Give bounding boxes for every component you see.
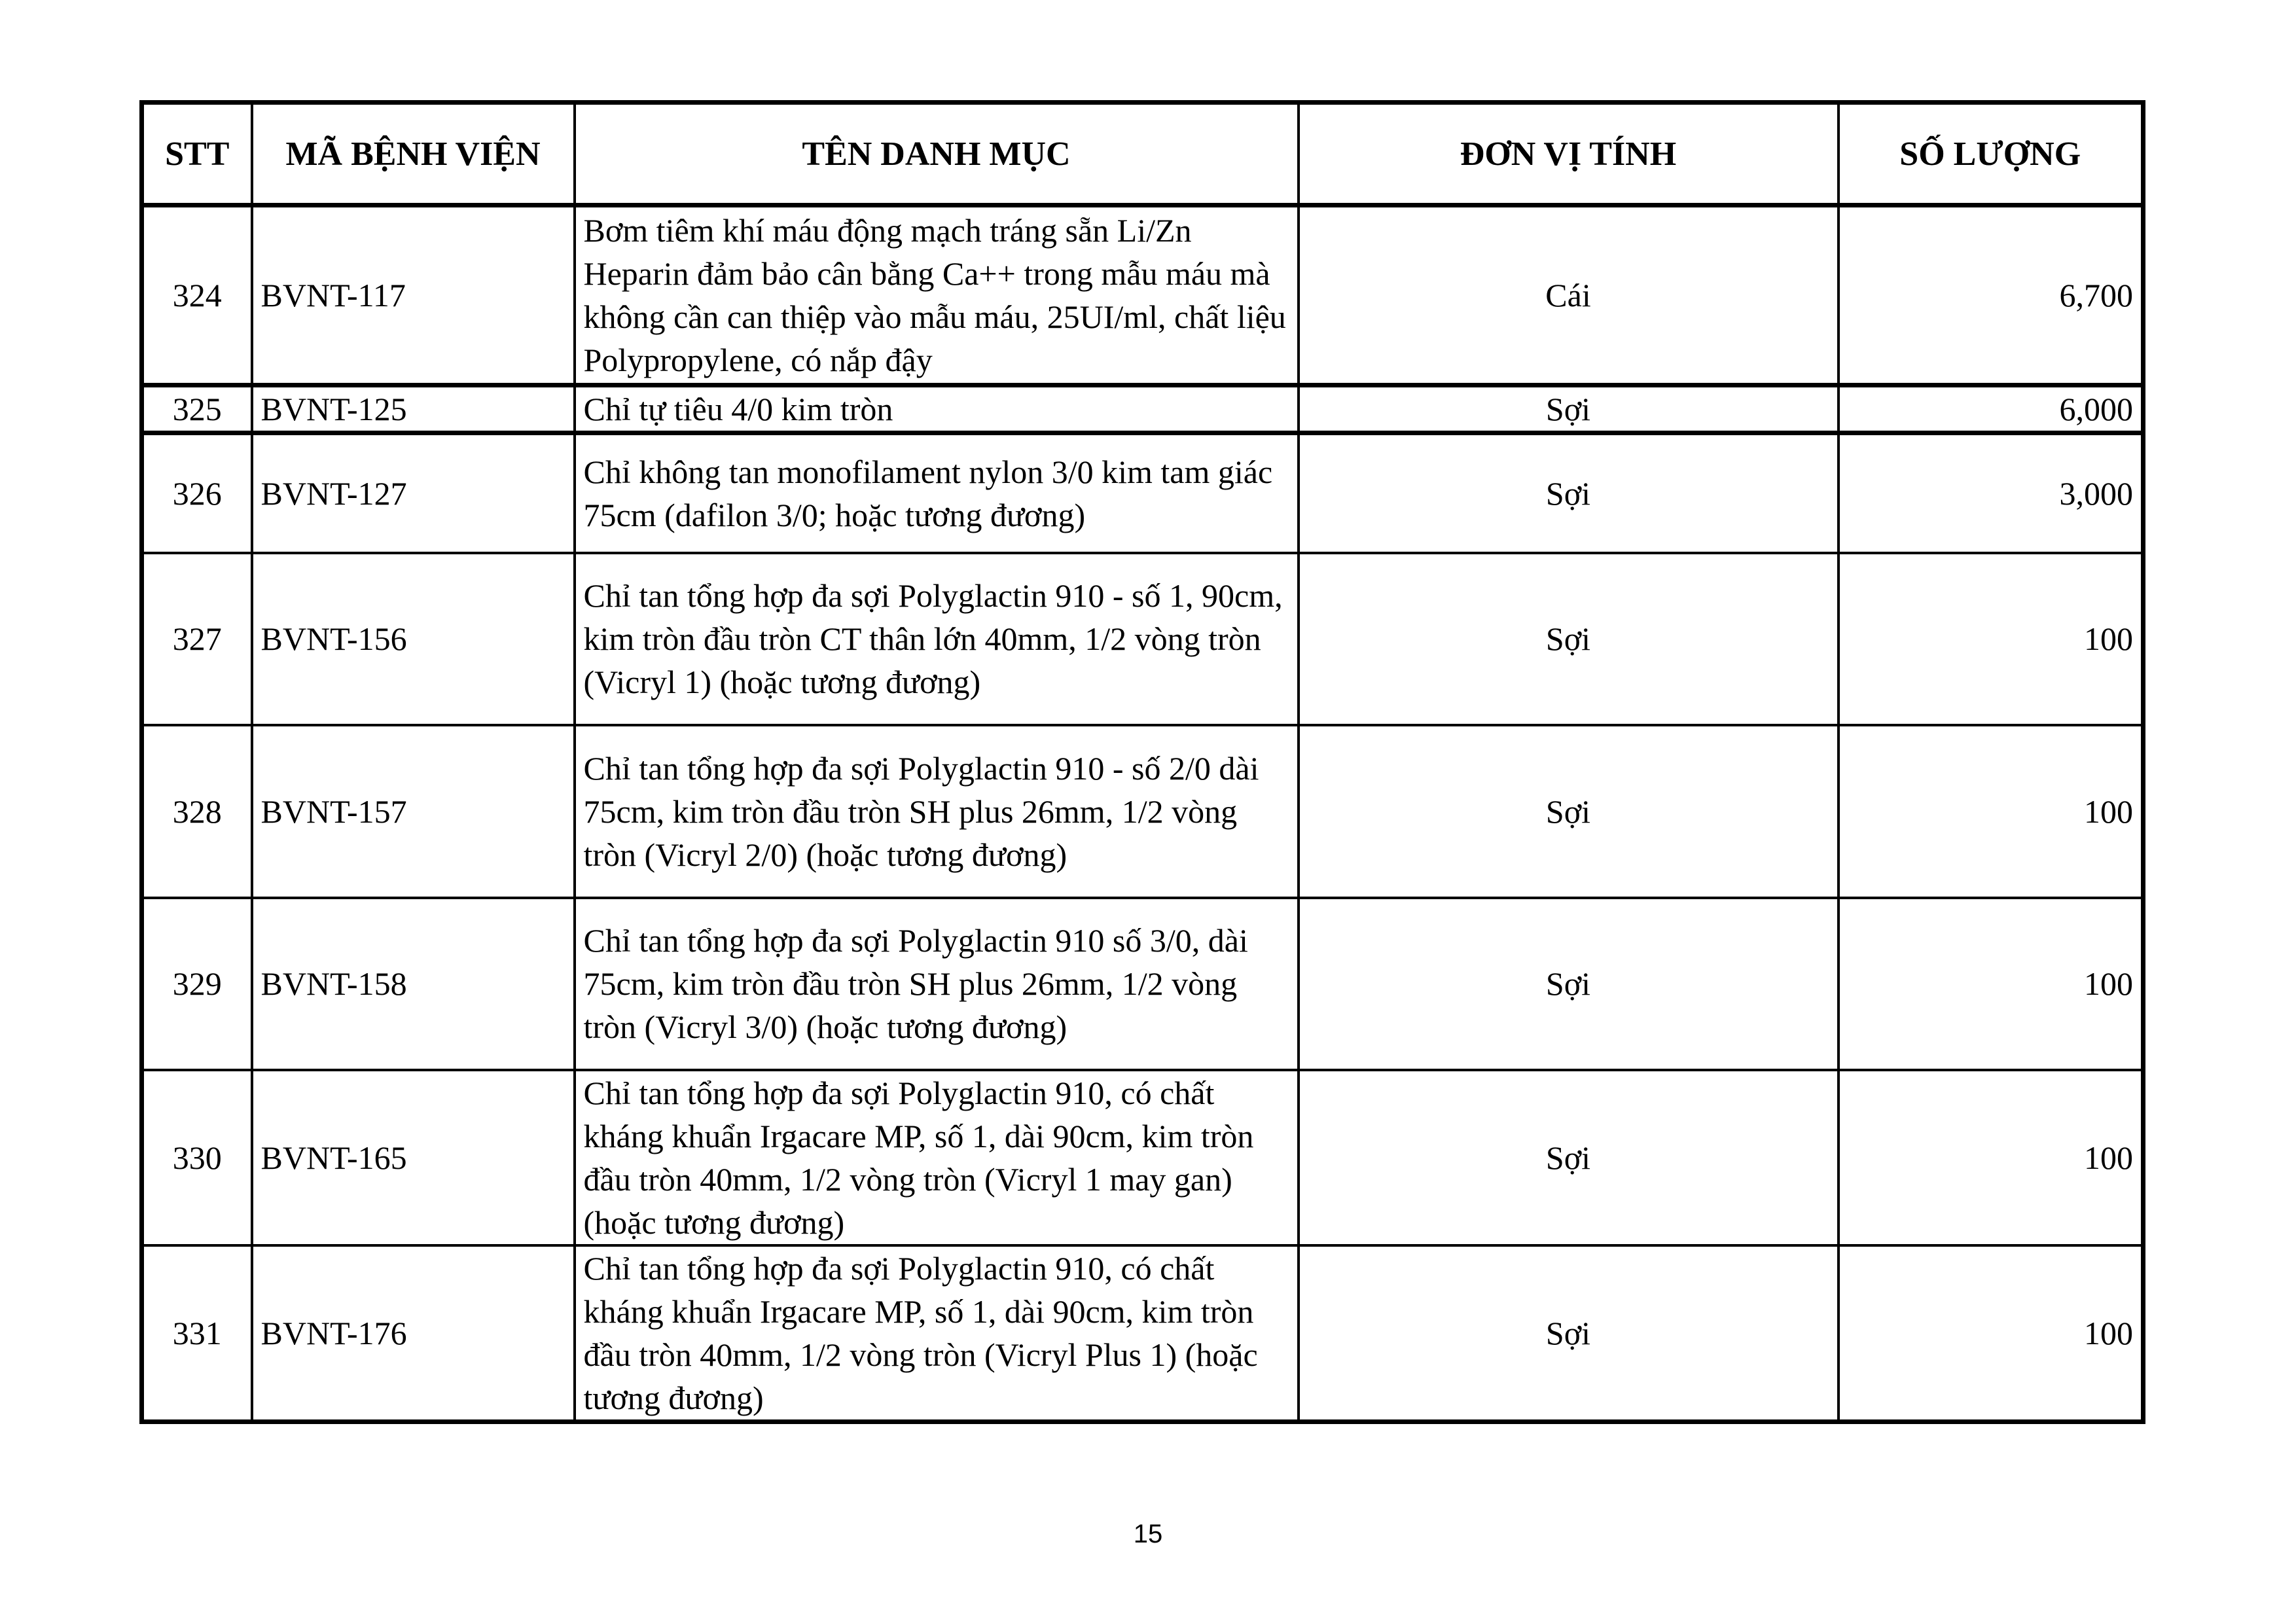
cell-stt: 326: [142, 433, 252, 553]
cell-quantity: 6,700: [1839, 205, 2144, 385]
cell-code: BVNT-127: [252, 433, 575, 553]
table-body: [142, 205, 2144, 1422]
table-row: [142, 1245, 2144, 1422]
cell-code: BVNT-125: [252, 385, 575, 433]
cell-unit: Sợi: [1299, 553, 1839, 725]
table-row: [142, 205, 2144, 385]
cell-stt: 328: [142, 725, 252, 898]
table-row: [142, 385, 2144, 433]
cell-code: BVNT-176: [252, 1245, 575, 1422]
cell-unit: Sợi: [1299, 1070, 1839, 1245]
page-number: 15: [1133, 1520, 1163, 1548]
table-row: [142, 1070, 2144, 1245]
cell-unit: Sợi: [1299, 898, 1839, 1070]
cell-code: BVNT-157: [252, 725, 575, 898]
cell-quantity: 100: [1839, 898, 2144, 1070]
cell-unit: Sợi: [1299, 725, 1839, 898]
cell-quantity: 100: [1839, 1245, 2144, 1422]
col-header-name: TÊN DANH MỤC: [575, 103, 1299, 205]
cell-name: Chỉ tự tiêu 4/0 kim tròn: [575, 385, 1299, 433]
cell-stt: 324: [142, 205, 252, 385]
cell-unit: Sợi: [1299, 385, 1839, 433]
cell-stt: 330: [142, 1070, 252, 1245]
cell-unit: Sợi: [1299, 433, 1839, 553]
table-row: [142, 898, 2144, 1070]
cell-stt: 331: [142, 1245, 252, 1422]
cell-code: BVNT-117: [252, 205, 575, 385]
cell-name: Chỉ tan tổng hợp đa sợi Polyglactin 910 - số 2/0 dài 75cm, kim tròn đầu tròn SH plus 26mm, 1/2 vòng tròn (Vicryl 2/0) (hoặc tương đương): [575, 725, 1299, 898]
cell-name: Bơm tiêm khí máu động mạch tráng sẵn Li/Zn Heparin đảm bảo cân bằng Ca++ trong mẫu máu mà không cần can thiệp vào mẫu máu, 25UI/ml, chất liệu Polypropylene, có nắp đậy: [575, 205, 1299, 385]
cell-stt: 329: [142, 898, 252, 1070]
cell-name: Chỉ không tan monofilament nylon 3/0 kim tam giác 75cm (dafilon 3/0; hoặc tương đương): [575, 433, 1299, 553]
cell-code: BVNT-158: [252, 898, 575, 1070]
supply-items-table: [139, 100, 2145, 1424]
cell-unit: Sợi: [1299, 1245, 1839, 1422]
col-header-unit: ĐƠN VỊ TÍNH: [1299, 103, 1839, 205]
cell-name: Chỉ tan tổng hợp đa sợi Polyglactin 910 số 3/0, dài 75cm, kim tròn đầu tròn SH plus 26mm, 1/2 vòng tròn (Vicryl 3/0) (hoặc tương đương): [575, 898, 1299, 1070]
cell-unit: Cái: [1299, 205, 1839, 385]
cell-quantity: 3,000: [1839, 433, 2144, 553]
cell-stt: 325: [142, 385, 252, 433]
cell-name: Chỉ tan tổng hợp đa sợi Polyglactin 910 - số 1, 90cm, kim tròn đầu tròn CT thân lớn 40mm, 1/2 vòng tròn (Vicryl 1) (hoặc tương đương): [575, 553, 1299, 725]
cell-quantity: 100: [1839, 725, 2144, 898]
col-header-code: MÃ BỆNH VIỆN: [252, 103, 575, 205]
col-header-stt: STT: [142, 103, 252, 205]
cell-quantity: 6,000: [1839, 385, 2144, 433]
table-row: [142, 553, 2144, 725]
cell-quantity: 100: [1839, 1070, 2144, 1245]
cell-name: Chỉ tan tổng hợp đa sợi Polyglactin 910, có chất kháng khuẩn Irgacare MP, số 1, dài 90cm, kim tròn đầu tròn 40mm, 1/2 vòng tròn (Vicryl Plus 1) (hoặc tương đương): [575, 1245, 1299, 1422]
cell-stt: 327: [142, 553, 252, 725]
table-row: [142, 433, 2144, 553]
cell-name: Chỉ tan tổng hợp đa sợi Polyglactin 910, có chất kháng khuẩn Irgacare MP, số 1, dài 90cm, kim tròn đầu tròn 40mm, 1/2 vòng tròn (Vicryl 1 may gan) (hoặc tương đương): [575, 1070, 1299, 1245]
header-row: [142, 103, 2144, 205]
cell-code: BVNT-156: [252, 553, 575, 725]
col-header-qty: SỐ LƯỢNG: [1839, 103, 2144, 205]
cell-quantity: 100: [1839, 553, 2144, 725]
cell-code: BVNT-165: [252, 1070, 575, 1245]
table-row: [142, 725, 2144, 898]
